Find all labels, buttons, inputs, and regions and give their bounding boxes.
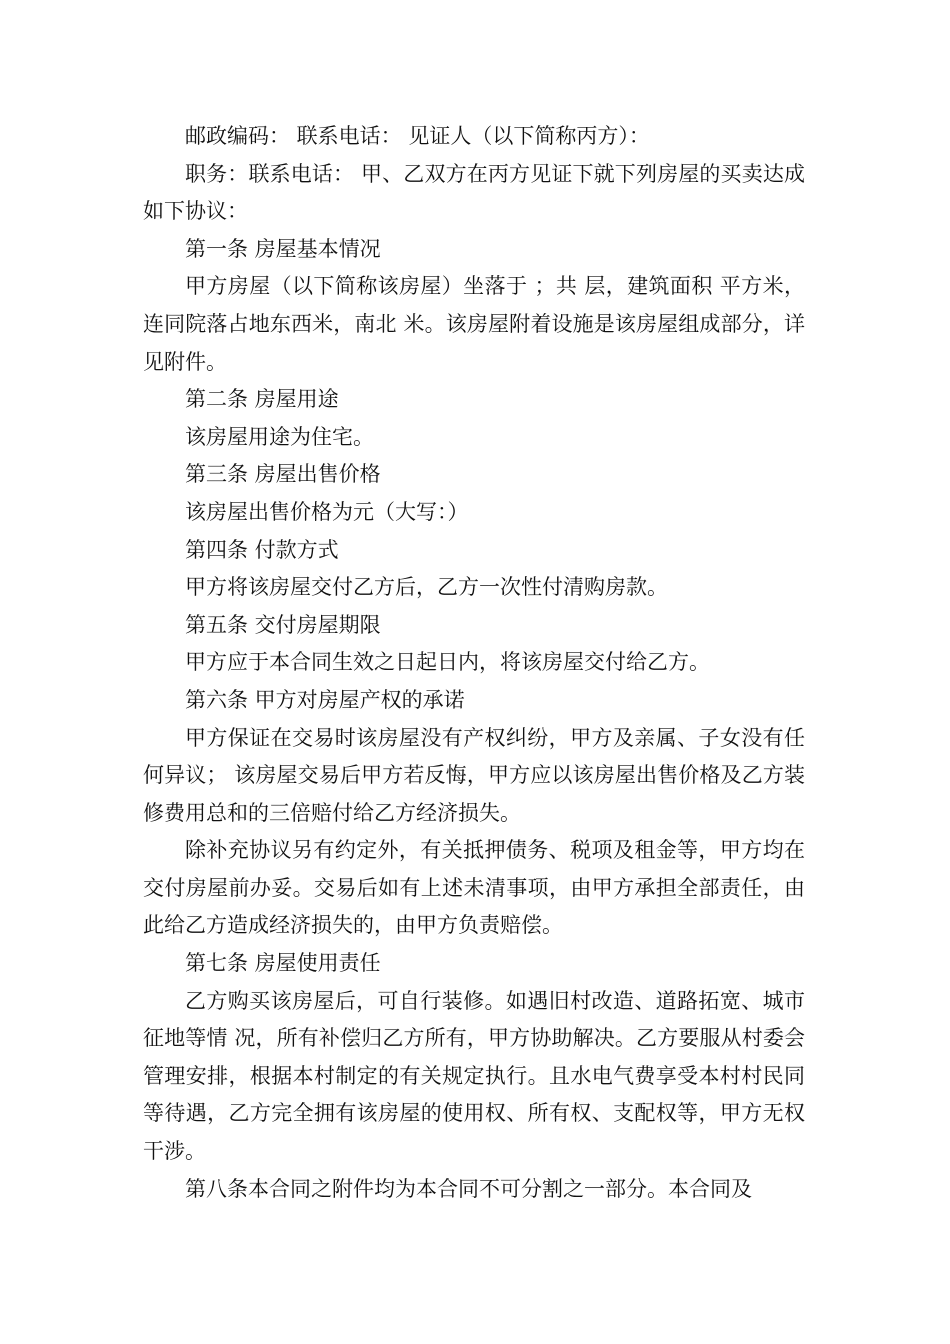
article-6-text: 甲方保证在交易时该房屋没有产权纠纷，甲方及亲属、子女没有任何异议； 该房屋交易后甲方若反悔，甲方应以该房屋出售价格及乙方装修费用总和的三倍赔付给乙方经济损失。 (143, 725, 805, 825)
article-5-heading: 第五条 交付房屋期限 (185, 612, 381, 637)
article-1-heading: 第一条 房屋基本情况 (185, 236, 381, 261)
contact-info-line: 邮政编码： 联系电话： 见证人（以下简称丙方）： (185, 124, 650, 148)
article-6-supplement: 除补充协议另有约定外，有关抵押债务、税项及租金等，甲方均在交付房屋前办妥。交易后如有上述未清事项，由甲方承担全部责任，由此给乙方造成经济损失的，由甲方负责赔偿。 (143, 838, 805, 938)
article-7-heading: 第七条 房屋使用责任 (185, 951, 381, 976)
article-3-text: 该房屋出售价格为元（大写：） (185, 499, 469, 524)
article-4-text: 甲方将该房屋交付乙方后，乙方一次性付清购房款。 (185, 575, 668, 600)
article-3-heading: 第三条 房屋出售价格 (185, 462, 381, 487)
article-8-text: 第八条本合同之附件均为本合同不可分割之一部分。本合同及 (185, 1176, 752, 1201)
article-1-text: 甲方房屋（以下简称该房屋）坐落于 ；共 层，建筑面积 平方米，连同院落占地东西米，南北 米。该房屋附着设施是该房屋组成部分，详见附件。 (143, 274, 805, 374)
contract-body (143, 118, 805, 1208)
article-5-text: 甲方应于本合同生效之日起日内，将该房屋交付给乙方。 (185, 650, 710, 675)
article-2-text: 该房屋用途为住宅。 (185, 424, 374, 449)
article-7-text: 乙方购买该房屋后，可自行装修。如遇旧村改造、道路拓宽、城市征地等情 况，所有补偿归乙方所有，甲方协助解决。乙方要服从村委会管理安排，根据本村制定的有关规定执行。且水电气费享受本村村民同等待遇，乙方完全拥有该房屋的使用权、所有权、支配权等，甲方无权干涉。 (143, 988, 805, 1164)
witness-agreement-intro: 职务：联系电话： 甲、乙双方在丙方见证下就下列房屋的买卖达成如下协议： (143, 161, 805, 224)
article-4-heading: 第四条 付款方式 (185, 537, 339, 562)
article-2-heading: 第二条 房屋用途 (185, 387, 339, 412)
article-6-heading: 第六条 甲方对房屋产权的承诺 (185, 687, 465, 712)
